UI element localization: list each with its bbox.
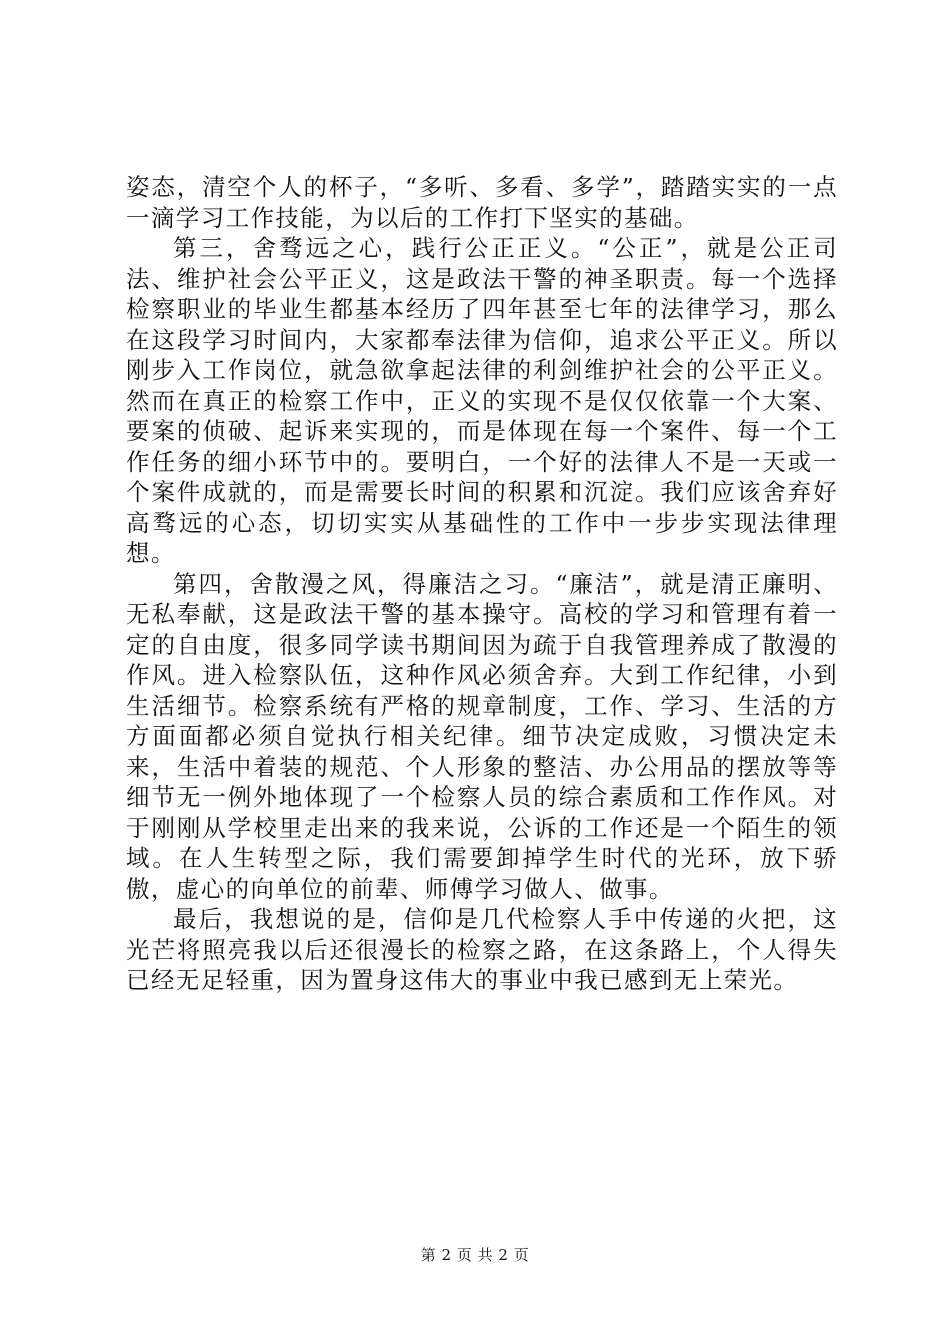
paragraph-fourth-point: 第四，舍散漫之风，得廉洁之习。“廉洁”，就是清正廉明、无私奉献，这是政法干警的基本操守。高校的学习和管理有着一定的自由度，很多同学读书期间因为疏于自我管理养成了散漫的作风。进入检察队伍，这种作风必须舍弃。大到工作纪律，小到生活细节。检察系统有严格的规章制度，工作、学习、生活的方方面面都必须自觉执行相关纪律。细节决定成败，习惯决定未来，生活中着装的规范、个人形象的整洁、办公用品的摆放等等细节无一例外地体现了一个检察人员的综合素质和工作作风。对于刚刚从学校里走出来的我来说，公诉的工作还是一个陌生的领域。在人生转型之际，我们需要卸掉学生时代的光环，放下骄傲，虚心的向单位的前辈、师傅学习做人、做事。 <box>126 569 838 903</box>
paragraph-conclusion: 最后，我想说的是，信仰是几代检察人手中传递的火把，这光芒将照亮我以后还很漫长的检察之路，在这条路上，个人得失已经无足轻重，因为置身这伟大的事业中我已感到无上荣光。 <box>126 905 838 994</box>
paragraph-continuation: 姿态，清空个人的杯子，“多听、多看、多学”，踏踏实实的一点一滴学习工作技能，为以后的工作打下坚实的基础。 <box>126 173 838 232</box>
document-body <box>126 172 838 996</box>
paragraph-third-point: 第三，舍骛远之心，践行公正正义。“公正”，就是公正司法、维护社会公平正义，这是政法干警的神圣职责。每一个选择检察职业的毕业生都基本经历了四年甚至七年的法律学习，那么在这段学习时间内，大家都奉法律为信仰，追求公平正义。所以刚步入工作岗位，就急欲拿起法律的利剑维护社会的公平正义。然而在真正的检察工作中，正义的实现不是仅仅依靠一个大案、要案的侦破、起诉来实现的，而是体现在每一个案件、每一个工作任务的细小环节中的。要明白，一个好的法律人不是一天或一个案件成就的，而是需要长时间的积累和沉淀。我们应该舍弃好高骛远的心态，切切实实从基础性的工作中一步步实现法律理想。 <box>126 234 838 567</box>
page-number-footer: 第 2 页 共 2 页 <box>420 1246 530 1264</box>
